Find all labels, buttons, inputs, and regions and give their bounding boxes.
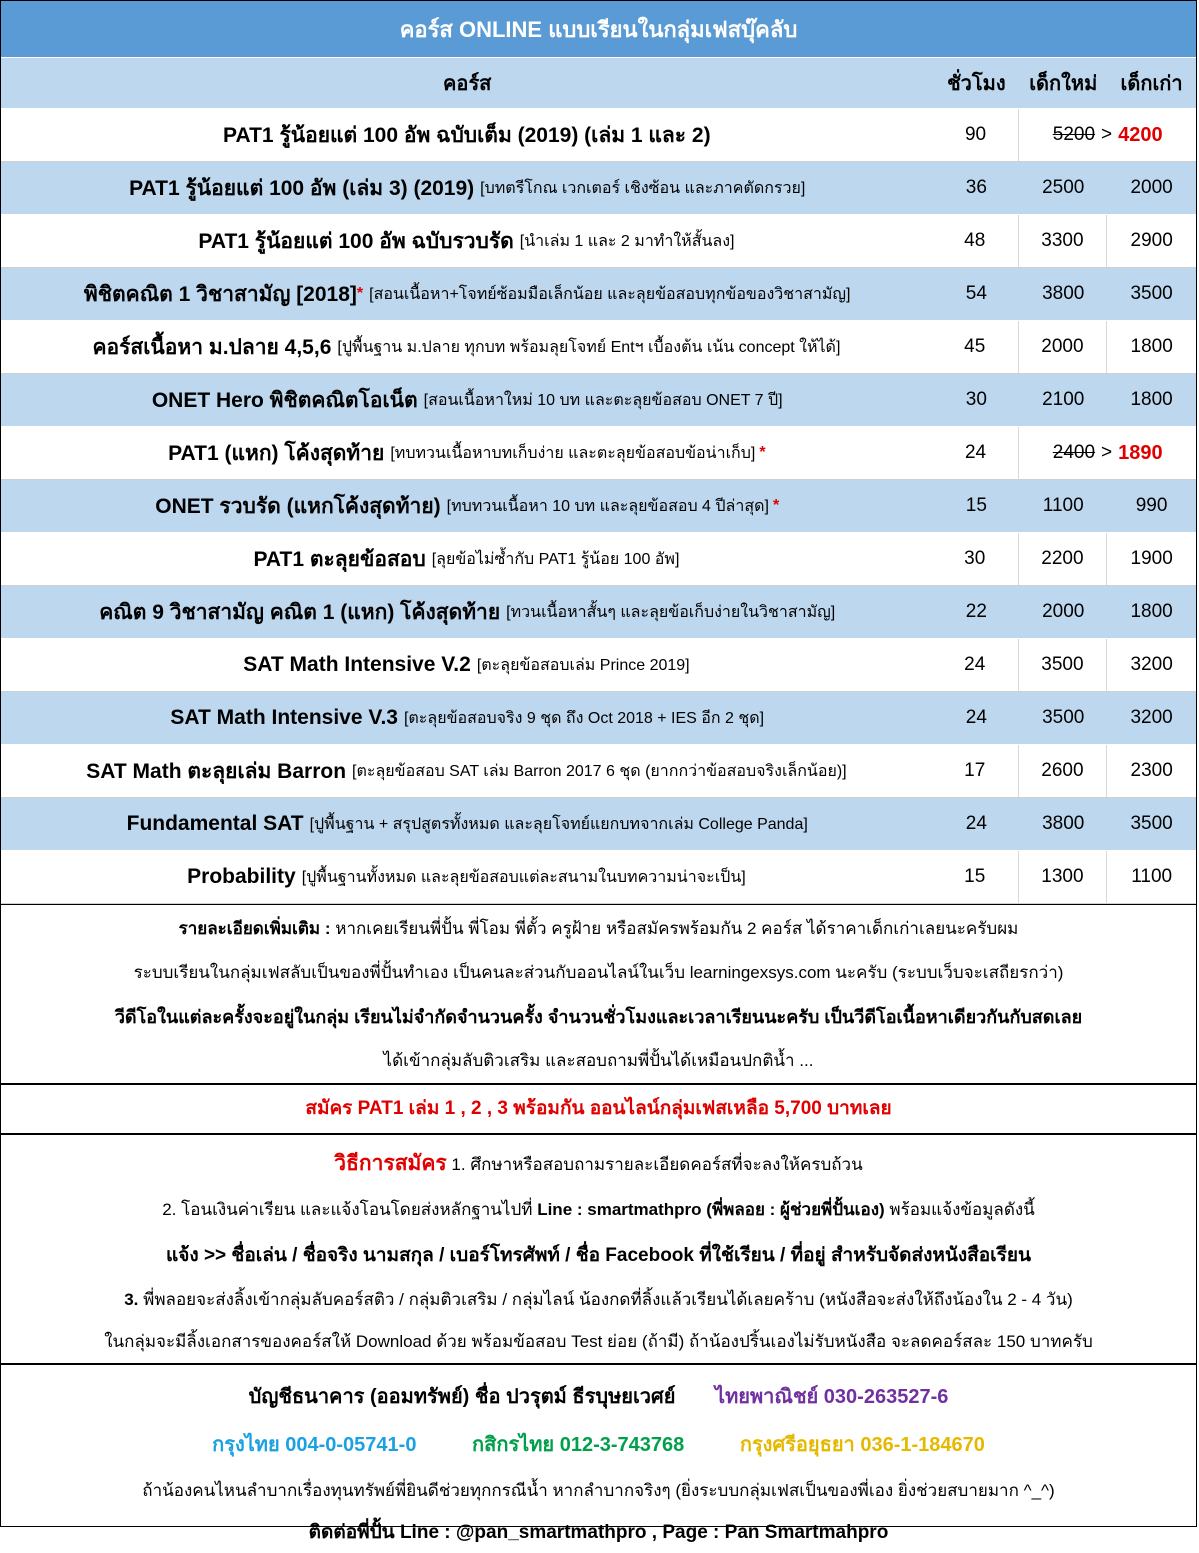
price-arrow: > xyxy=(1101,442,1113,463)
price-new-student: 3500 xyxy=(1042,707,1085,728)
course-note: [ปูพื้นฐาน ม.ปลาย ทุกบท พร้อมลุยโจทย์ Entฯ เบื้องต้น เน้น concept ให้ได้] xyxy=(337,338,841,356)
course-name: SAT Math Intensive V.2 xyxy=(243,653,471,676)
course-note: [สอนเนื้อหา+โจทย์ซ้อมมือเล็กน้อย และลุยข้อสอบทุกข้อของวิชาสามัญ] xyxy=(369,285,851,303)
bank-section xyxy=(1,1363,1196,1553)
info-line: วีดีโอในแต่ละครั้งจะอยู่ในกลุ่ม เรียนไม่จำกัดจำนวนครั้ง จำนวนชั่วโมงและเวลาเรียนนะครับ เป็นวีดีโอเนื้อหาเดียวกันกับสดเลย xyxy=(114,1007,1083,1027)
course-note: [สอนเนื้อหาใหม่ 10 บท และตะลุยข้อสอบ ONET 7 ปี] xyxy=(423,391,783,409)
course-hours: 30 xyxy=(965,389,987,410)
discount-price: 1890 xyxy=(1118,441,1163,464)
price-old-student: 1800 xyxy=(1130,389,1173,410)
course-note: [ตะลุยข้อสอบ SAT เล่ม Barron 2017 6 ชุด (ยากกว่าข้อสอบจริงเล็กน้อย)] xyxy=(352,762,847,780)
signup-steps xyxy=(1,1135,1196,1363)
header-old-student: เด็กเก่า xyxy=(1120,73,1183,95)
course-name: คณิต 9 วิชาสามัญ คณิต 1 (แหก) โค้งสุดท้าย xyxy=(99,600,501,624)
course-name: PAT1 รู้น้อยแต่ 100 อัพ (เล่ม 3) (2019) xyxy=(129,176,475,200)
course-cell xyxy=(1,692,933,744)
price-old-student: 1800 xyxy=(1130,601,1173,622)
course-hours: 36 xyxy=(965,177,987,198)
step-2-details: แจ้ง >> ชื่อเล่น / ชื่อจริง นามสกุล / เบอร์โทรศัพท์ / ชื่อ Facebook ที่ใช้เรียน / ที่อยู่ สำหรับจัดส่งหนังสือเรียน xyxy=(166,1245,1031,1266)
course-row xyxy=(1,268,1196,321)
course-name: Probability xyxy=(187,865,296,888)
header-hours: ชั่วโมง xyxy=(947,73,1006,95)
course-row xyxy=(1,692,1196,745)
help-note: ถ้าน้องคนไหนลำบากเรื่องทุนทรัพย์พี่ยินดีช่วยทุกกรณีนํ้า หากลำบากจริงๆ (ยิ่งระบบกลุ่มเฟสเป็นของพี่เอง ยิ่งช่วยสบายมาก ^_^) xyxy=(142,1481,1055,1500)
course-cell xyxy=(1,427,933,479)
course-note: [บทตรีโกณ เวกเตอร์ เชิงซ้อน และภาคตัดกรวย] xyxy=(480,179,806,197)
bank-bay: กรุงศรีอยุธยา 036-1-184670 xyxy=(739,1434,985,1456)
price-new-student: 1100 xyxy=(1042,495,1084,516)
price-new-student: 3500 xyxy=(1019,639,1108,691)
header-new-student: เด็กใหม่ xyxy=(1029,73,1098,95)
price-discount xyxy=(1019,109,1196,161)
course-name: PAT1 รู้น้อยแต่ 100 อัพ ฉบับรวบรัด xyxy=(198,229,514,253)
course-row xyxy=(1,427,1196,480)
course-hours: 90 xyxy=(933,109,1020,161)
course-note: [ปูพื้นฐาน + สรุปสูตรทั้งหมด และลุยโจทย์แยกบทจากเล่ม College Panda] xyxy=(309,815,808,833)
line-id: Line : smartmathpro (พี่พลอย : ผู้ช่วยพี่ปั้นเอง) xyxy=(537,1200,885,1219)
price-old-student: 3200 xyxy=(1130,654,1173,675)
step-2: 2. โอนเงินค่าเรียน และแจ้งโอนโดยส่งหลักฐานไปที่ Line : smartmathpro (พี่พลอย : ผู้ช่วยพี่ปั้นเอง) พร้อมแจ้งข้อมูลดังนี้ xyxy=(162,1200,1035,1219)
course-cell xyxy=(1,109,933,161)
course-row xyxy=(1,374,1196,427)
course-cell xyxy=(1,162,933,214)
course-note: [ทบทวนเนื้อหา 10 บท และลุยข้อสอบ 4 ปีล่าสุด] xyxy=(446,497,769,515)
price-new-student: 2100 xyxy=(1042,389,1085,410)
course-hours: 30 xyxy=(932,533,1019,585)
course-cell xyxy=(1,215,932,267)
course-name: PAT1 (แหก) โค้งสุดท้าย xyxy=(168,441,385,465)
bank-ktb: กรุงไทย 004-0-05741-0 xyxy=(212,1434,417,1456)
info-section xyxy=(1,904,1196,1083)
price-new-student: 2600 xyxy=(1019,745,1108,797)
course-row xyxy=(1,533,1196,586)
price-old-student: 2900 xyxy=(1130,230,1173,251)
price-new-student: 3800 xyxy=(1042,813,1085,834)
course-name: ONET รวบรัด (แหกโค้งสุดท้าย) xyxy=(155,494,441,518)
course-row xyxy=(1,162,1196,215)
course-name: ONET Hero พิชิตคณิตโอเน็ต xyxy=(151,388,418,412)
price-old-student: 2000 xyxy=(1130,177,1173,198)
step-3: 3. พี่พลอยจะส่งลิ้งเข้ากลุ่มลับคอร์สติว / กลุ่มติวเสริม / กลุ่มไลน์ น้องกดที่ลิ้งแล้วเรียนได้เลยคร้าบ (หนังสือจะส่งให้ถึงน้องใน 2 - 4 วัน) xyxy=(124,1290,1073,1309)
course-note: [ตะลุยข้อสอบจริง 9 ชุด ถึง Oct 2018 + IES อีก 2 ชุด] xyxy=(403,709,765,727)
course-row xyxy=(1,215,1196,268)
price-new-student: 2500 xyxy=(1042,177,1085,198)
star-mark: * xyxy=(772,497,780,514)
price-old-student: 990 xyxy=(1135,495,1168,516)
course-note: [ลุยข้อไม่ซ้ำกับ PAT1 รู้น้อย 100 อัพ] xyxy=(431,550,680,568)
info-line: ได้เข้ากลุ่มลับติวเสริม และสอบถามพี่ปั้นได้เหมือนปกตินํ้า ... xyxy=(383,1051,814,1070)
star-mark: * xyxy=(356,285,364,302)
bank-accounts-line xyxy=(1,1421,1196,1469)
course-name: พิชิตคณิต 1 วิชาสามัญ [2018] xyxy=(83,282,357,306)
course-row xyxy=(1,851,1196,904)
price-old-student: 1900 xyxy=(1130,548,1173,569)
promo-banner: สมัคร PAT1 เล่ม 1 , 2 , 3 พร้อมกัน ออนไลน์กลุ่มเฟสเหลือ 5,700 บาทเลย xyxy=(1,1083,1196,1135)
course-hours: 48 xyxy=(932,215,1019,267)
course-cell xyxy=(1,533,932,585)
info-line: รายละเอียดเพิ่มเติม : หากเคยเรียนพี่ปั้น พี่โอม พี่ตั้ว ครูฝ้าย หรือสมัครพร้อมกัน 2 คอร์ส ได้ราคาเด็กเก่าเลยนะครับผม xyxy=(178,919,1019,938)
price-arrow: > xyxy=(1101,124,1113,145)
course-cell xyxy=(1,745,932,797)
course-cell xyxy=(1,321,932,373)
star-mark: * xyxy=(759,444,766,461)
course-note: [นำเล่ม 1 และ 2 มาทำให้สั้นลง] xyxy=(519,232,735,250)
contact-line: ติดต่อพี่ปั้น Line : @pan_smartmathpro , Page : Pan Smartmahpro xyxy=(308,1522,889,1543)
course-hours: 24 xyxy=(933,427,1020,479)
course-hours: 15 xyxy=(965,495,987,516)
price-new-student: 2000 xyxy=(1019,321,1108,373)
page-title: คอร์ส ONLINE แบบเรียนในกลุ่มเฟสบุ๊คลับ xyxy=(1,1,1196,58)
course-hours: 22 xyxy=(965,601,987,622)
price-discount xyxy=(1019,427,1196,479)
step-3-note: ในกลุ่มจะมีลิ้งเอกสารของคอร์สให้ Download ด้วย พร้อมข้อสอบ Test ย่อย (ถ้ามี) ถ้าน้องปริ้นเองไม่รับหนังสือ จะลดคอร์สละ 150 บาทครับ xyxy=(104,1332,1093,1351)
discount-price: 4200 xyxy=(1118,123,1163,146)
course-cell xyxy=(1,798,933,850)
bank-account-name: บัญชีธนาคาร (ออมทรัพย์) ชื่อ ปวรุตม์ ธีรบุษยเวศย์ xyxy=(248,1386,676,1408)
course-cell xyxy=(1,586,933,638)
course-note: [ทวนเนื้อหาสั้นๆ และลุยข้อเก็บง่ายในวิชาสามัญ] xyxy=(506,603,836,621)
course-row xyxy=(1,480,1196,533)
course-cell xyxy=(1,268,933,320)
price-new-student: 3300 xyxy=(1019,215,1108,267)
course-hours: 24 xyxy=(932,639,1019,691)
price-old-student: 3500 xyxy=(1130,813,1173,834)
course-hours: 17 xyxy=(932,745,1019,797)
course-row xyxy=(1,798,1196,851)
course-name: PAT1 รู้น้อยแต่ 100 อัพ ฉบับเต็ม (2019) (เล่ม 1 และ 2) xyxy=(223,123,711,147)
info-label: รายละเอียดเพิ่มเติม : xyxy=(178,919,331,938)
course-name: PAT1 ตะลุยข้อสอบ xyxy=(253,547,426,571)
old-price: 5200 xyxy=(1052,124,1096,145)
course-hours: 24 xyxy=(965,813,987,834)
price-old-student: 1100 xyxy=(1131,866,1173,887)
course-name: Fundamental SAT xyxy=(126,812,304,835)
price-new-student: 2200 xyxy=(1019,533,1108,585)
price-new-student: 2000 xyxy=(1042,601,1085,622)
course-hours: 24 xyxy=(965,707,987,728)
course-cell xyxy=(1,639,932,691)
bank-scb: ไทยพาณิชย์ 030-263527-6 xyxy=(715,1386,949,1408)
header-course: คอร์ส xyxy=(443,73,492,95)
price-old-student: 1800 xyxy=(1130,336,1173,357)
old-price: 2400 xyxy=(1052,442,1096,463)
course-row xyxy=(1,745,1196,798)
course-name: SAT Math Intensive V.3 xyxy=(170,706,398,729)
course-name: คอร์สเนื้อหา ม.ปลาย 4,5,6 xyxy=(92,335,332,359)
step-1: วิธีการสมัคร 1. ศึกษาหรือสอบถามรายละเอียดคอร์สที่จะลงให้ครบถ้วน xyxy=(334,1152,863,1175)
price-new-student: 1300 xyxy=(1019,851,1108,903)
course-note: [ตะลุยข้อสอบเล่ม Prince 2019] xyxy=(476,656,690,674)
course-hours: 54 xyxy=(965,283,987,304)
price-old-student: 2300 xyxy=(1130,760,1173,781)
course-cell xyxy=(1,374,933,426)
course-row xyxy=(1,586,1196,639)
course-hours: 45 xyxy=(932,321,1019,373)
bank-kbank: กสิกรไทย 012-3-743768 xyxy=(472,1434,685,1456)
price-new-student: 3800 xyxy=(1042,283,1085,304)
price-old-student: 3200 xyxy=(1130,707,1173,728)
course-row xyxy=(1,639,1196,692)
price-old-student: 3500 xyxy=(1130,283,1173,304)
course-hours: 15 xyxy=(932,851,1019,903)
course-row xyxy=(1,109,1196,162)
bank-account-line xyxy=(1,1373,1196,1421)
table-header xyxy=(1,58,1196,109)
info-line: ระบบเรียนในกลุ่มเฟสลับเป็นของพี่ปั้นทำเอง เป็นคนละส่วนกับออนไลน์ในเว็บ learningexsys.com นะครับ (ระบบเว็บจะเสถียรกว่า) xyxy=(133,963,1064,982)
course-note: [ทบทวนเนื้อหาบทเก็บง่าย และตะลุยข้อสอบข้อน่าเก็บ] xyxy=(390,444,756,462)
course-note: [ปูพื้นฐานทั้งหมด และลุยข้อสอบแต่ละสนามในบทความน่าจะเป็น] xyxy=(301,868,746,886)
course-cell xyxy=(1,480,933,532)
course-table xyxy=(1,109,1196,904)
course-cell xyxy=(1,851,932,903)
steps-heading: วิธีการสมัคร xyxy=(334,1152,447,1175)
course-row xyxy=(1,321,1196,374)
course-name: SAT Math ตะลุยเล่ม Barron xyxy=(86,759,347,783)
